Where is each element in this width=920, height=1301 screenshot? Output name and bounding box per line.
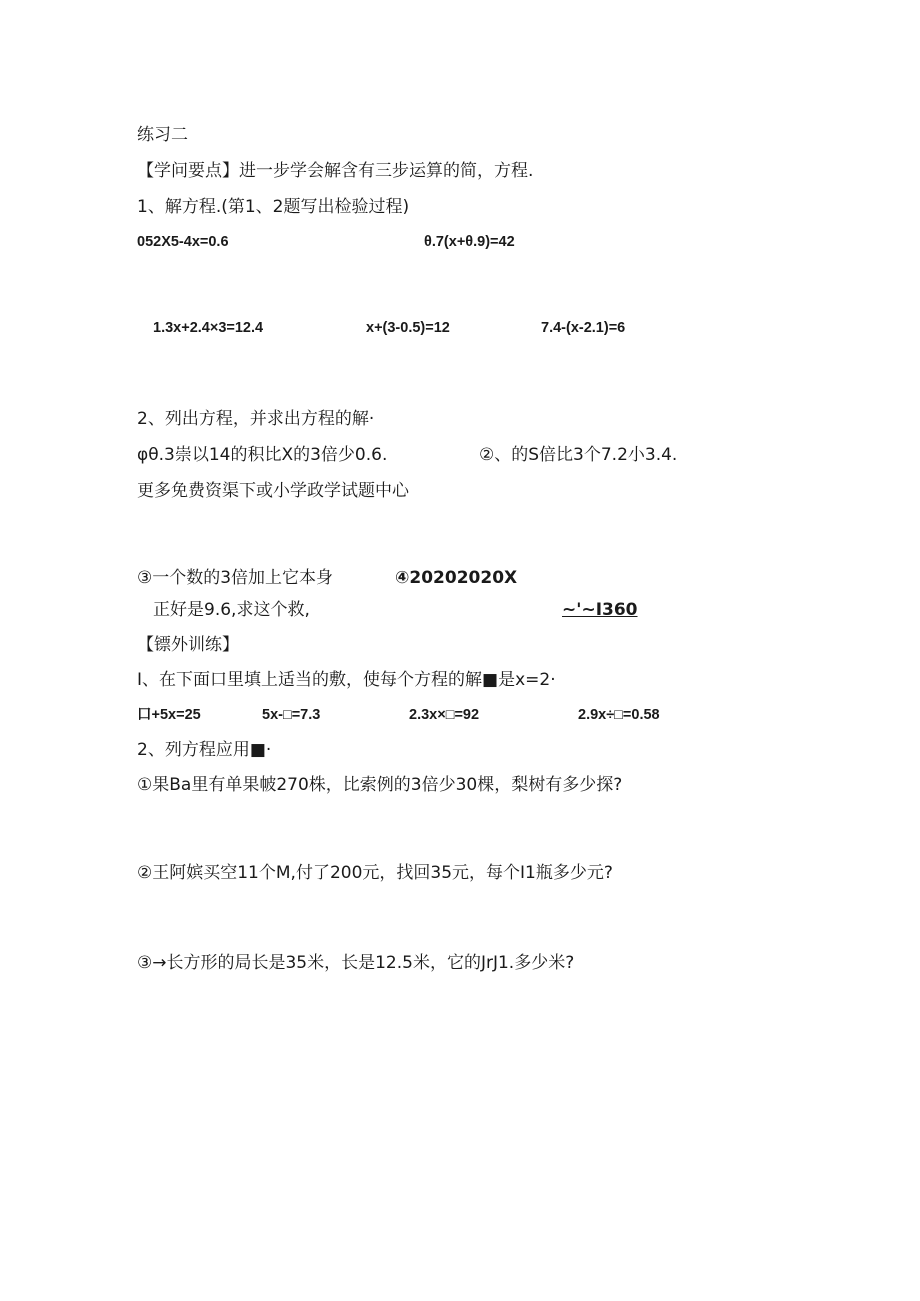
question-3-line2: 正好是9.6,求这个救, <box>153 600 310 620</box>
equation-3: 1.3x+2.4×3=12.4 <box>153 320 264 336</box>
equation-5: 7.4-(x-2.1)=6 <box>541 320 626 336</box>
equation-4: x+(3-0.5)=12 <box>366 320 450 336</box>
fill-equation-1: 口+5x=25 <box>137 707 201 723</box>
notice-line: 更多免费资渠下或小学政学试题中心 <box>137 481 409 501</box>
question-2: ②、的S倍比3个7.2小3.4. <box>479 445 678 465</box>
word-problem-3: ③→长方形的局长是35米，长是12.5米，它的JrJ1.多少米? <box>137 953 575 973</box>
fill-equation-4: 2.9x÷□=0.58 <box>578 707 660 723</box>
section1-heading: 1、解方程.(第1、2题写出检验过程) <box>137 197 410 217</box>
question-4-expression: ~'~I360 <box>562 600 638 620</box>
equation-1: 052X5-4x=0.6 <box>137 234 229 250</box>
page-title: 练习二 <box>137 125 188 145</box>
question-4-line2 <box>562 599 638 621</box>
question-4-line1: ④20202020X <box>395 568 518 588</box>
extra-task-2: 2、列方程应用■· <box>137 740 272 760</box>
extra-heading: 【镖外训练】 <box>137 635 239 655</box>
fill-equation-3: 2.3x×□=92 <box>409 707 480 723</box>
equation-2: θ.7(x+θ.9)=42 <box>424 234 515 250</box>
fill-equation-2: 5x-□=7.3 <box>262 707 321 723</box>
section2-heading: 2、列出方程，并求出方程的解· <box>137 409 375 429</box>
word-problem-1: ①果Ba里有单果帔270株，比索例的3倍少30棵，梨树有多少探? <box>137 775 623 795</box>
question-3-line1: ③一个数的3倍加上它本身 <box>137 568 334 588</box>
question-1: φθ.3崇以14的积比X的3倍少0.6. <box>137 445 388 465</box>
word-problem-2: ②王阿嫔买空11个M,付了200元，找回35元，每个I1瓶多少元? <box>137 863 613 883</box>
key-points: 【学问要点】进一步学会解含有三步运算的简，方程. <box>137 161 534 181</box>
extra-task-1: I、在下面口里填上适当的敷，使每个方程的解■是x=2· <box>137 670 556 690</box>
